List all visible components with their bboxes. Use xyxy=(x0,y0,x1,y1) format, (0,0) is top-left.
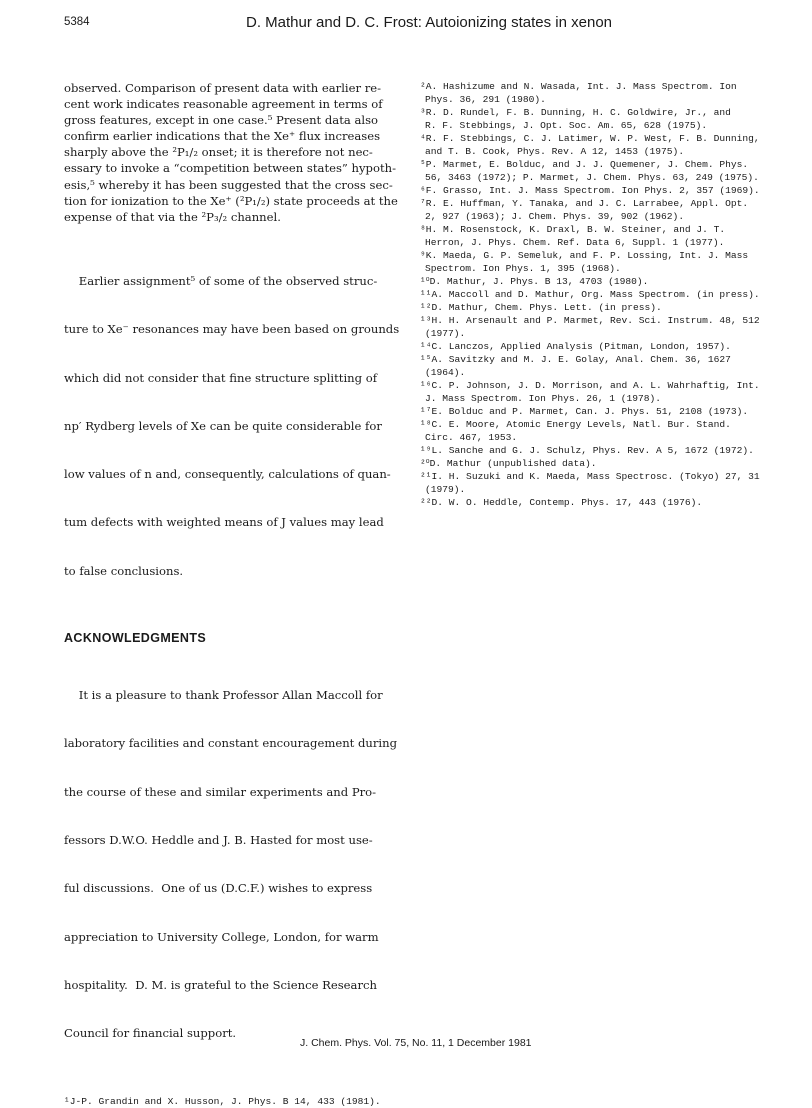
reference-line: ²⁰D. Mathur (unpublished data). xyxy=(420,458,597,469)
reference-line: ⁵P. Marmet, E. Bolduc, and J. J. Quemener, J. Chem. Phys. xyxy=(420,159,749,170)
reference-line: ²²D. W. O. Heddle, Contemp. Phys. 17, 443 (1976). xyxy=(420,497,703,508)
reference-line: ¹¹A. Maccoll and D. Mathur, Org. Mass Spectrom. (in press). xyxy=(420,289,760,300)
reference-line: (1979). xyxy=(425,484,466,495)
text-line: np′ Rydberg levels of Xe can be quite considerable for xyxy=(64,418,382,433)
text-line: Earlier assignment⁵ of some of the observed struc- xyxy=(64,274,378,289)
section-heading: ACKNOWLEDGMENTS xyxy=(64,631,207,645)
reference-item xyxy=(420,275,755,288)
text-line: gross features, except in one case.⁵ Present data also xyxy=(64,113,379,128)
reference-item xyxy=(420,249,755,275)
reference-line: ¹⁸C. E. Moore, Atomic Energy Levels, Natl. Bur. Stand. xyxy=(420,419,731,430)
reference-item xyxy=(420,314,760,340)
text-line: to false conclusions. xyxy=(64,563,184,578)
reference-line: ⁹K. Maeda, G. P. Semeluk, and F. P. Lossing, Int. J. Mass xyxy=(420,250,749,261)
page-number: 5384 xyxy=(64,16,90,28)
reference-line: ¹³H. H. Arsenault and P. Marmet, Rev. Sci. Instrum. 48, 512 xyxy=(420,315,760,326)
reference-item xyxy=(420,353,755,379)
reference-line: (1964). xyxy=(425,367,466,378)
reference-line: 2, 927 (1963); J. Chem. Phys. 39, 902 (1962). xyxy=(425,211,685,222)
text-line: esis,⁵ whereby it has been suggested that the cross sec- xyxy=(64,177,393,192)
reference-item xyxy=(420,340,755,353)
reference-line: ¹⁴C. Lanczos, Applied Analysis (Pitman, London, 1957). xyxy=(420,341,731,352)
reference-line: ¹⁰D. Mathur, J. Phys. B 13, 4703 (1980). xyxy=(420,276,649,287)
reference-item xyxy=(420,444,755,457)
reference-item xyxy=(420,197,755,223)
reference-item: ¹J-P. Grandin and X. Husson, J. Phys. B 14, 433 (1981). xyxy=(64,1096,381,1108)
reference-line: ⁷R. E. Huffman, Y. Tanaka, and J. C. Larrabee, Appl. Opt. xyxy=(420,198,749,209)
reference-line: ²¹I. H. Suzuki and K. Maeda, Mass Spectrosc. (Tokyo) 27, 31 xyxy=(420,471,760,482)
reference-item xyxy=(420,405,755,418)
text-line: laboratory facilities and constant encouragement during xyxy=(64,736,398,751)
journal-footer: J. Chem. Phys. Vol. 75, No. 11, 1 December 1981 xyxy=(300,1037,532,1049)
reference-line: Herron, J. Phys. Chem. Ref. Data 6, Suppl. 1 (1977). xyxy=(425,237,725,248)
text-line: ful discussions. One of us (D.C.F.) wishes to express xyxy=(64,881,373,896)
reference-line: Phys. 36, 291 (1980). xyxy=(425,94,546,105)
text-line: tum defects with weighted means of J values may lead xyxy=(64,515,384,530)
reference-line: ¹⁶C. P. Johnson, J. D. Morrison, and A. L. Wahrhaftig, Int. xyxy=(420,380,760,391)
reference-item xyxy=(420,106,755,132)
text-line: low values of n and, consequently, calculations of quan- xyxy=(64,467,391,482)
reference-item xyxy=(420,496,755,509)
running-head: D. Mathur and D. C. Frost: Autoionizing states in xenon xyxy=(246,14,613,31)
reference-line: ¹²D. Mathur, Chem. Phys. Lett. (in press). xyxy=(420,302,662,313)
reference-item xyxy=(420,457,755,470)
reference-line: (1977). xyxy=(425,328,466,339)
reference-item xyxy=(420,379,760,405)
text-line: hospitality. D. M. is grateful to the Science Research xyxy=(64,977,377,992)
reference-item xyxy=(420,418,755,444)
text-line: sharply above the ²P₁/₂ onset; it is therefore not nec- xyxy=(64,145,373,160)
reference-item xyxy=(420,158,759,184)
text-line: the course of these and similar experiments and Pro- xyxy=(64,784,377,799)
left-column xyxy=(64,80,400,1108)
reference-item xyxy=(420,223,755,249)
text-line: observed. Comparison of present data with earlier re- xyxy=(64,81,382,95)
body-paragraph xyxy=(64,655,398,1073)
text-line: confirm earlier indications that the Xe⁺ flux increases xyxy=(64,129,381,144)
reference-line: Spectrom. Ion Phys. 1, 395 (1968). xyxy=(425,263,621,274)
reference-line: ⁶F. Grasso, Int. J. Mass Spectrom. Ion Phys. 2, 357 (1969). xyxy=(420,185,760,196)
reference-line: ¹⁵A. Savitzky and M. J. E. Golay, Anal. Chem. 36, 1627 xyxy=(420,354,731,365)
reference-line: ⁸H. M. Rosenstock, K. Draxl, B. W. Steiner, and J. T. xyxy=(420,224,726,235)
body-paragraph xyxy=(64,241,400,611)
reference-item xyxy=(420,470,760,496)
text-line: Council for financial support. xyxy=(64,1026,237,1041)
reference-line: and T. B. Cook, Phys. Rev. A 12, 1453 (1975). xyxy=(425,146,685,157)
reference-line: J. Mass Spectrom. Ion Phys. 26, 1 (1978). xyxy=(425,393,662,404)
reference-item xyxy=(420,80,755,106)
text-line: which did not consider that fine structure splitting of xyxy=(64,370,377,385)
reference-line: ³R. D. Rundel, F. B. Dunning, H. C. Goldwire, Jr., and xyxy=(420,107,731,118)
reference-line: ¹⁷E. Bolduc and P. Marmet, Can. J. Phys. 51, 2108 (1973). xyxy=(420,406,749,417)
reference-item xyxy=(420,301,755,314)
reference-line: ⁴R. F. Stebbings, C. J. Latimer, W. P. West, F. B. Dunning, xyxy=(420,133,760,144)
page-header xyxy=(64,14,744,36)
reference-list xyxy=(420,80,760,509)
text-line: essary to invoke a “competition between states” hypoth- xyxy=(64,161,396,176)
text-line: tion for ionization to the Xe⁺ (²P₁/₂) state proceeds at the xyxy=(64,193,398,208)
reference-line: ¹⁹L. Sanche and G. J. Schulz, Phys. Rev. A 5, 1672 (1972). xyxy=(420,445,754,456)
body-paragraph xyxy=(64,80,398,225)
text-line: It is a pleasure to thank Professor Allan Maccoll for xyxy=(64,688,383,703)
reference-line: ²A. Hashizume and N. Wasada, Int. J. Mass Spectrom. Ion xyxy=(420,81,737,92)
reference-line: Circ. 467, 1953. xyxy=(425,432,518,443)
reference-item xyxy=(420,184,760,197)
reference-item xyxy=(420,132,760,158)
text-line: cent work indicates reasonable agreement in terms of xyxy=(64,97,383,112)
text-line: appreciation to University College, London, for warm xyxy=(64,929,379,944)
text-line: fessors D.W.O. Heddle and J. B. Hasted for most use- xyxy=(64,833,373,848)
text-line: ture to Xe⁻ resonances may have been based on grounds xyxy=(64,322,400,337)
reference-line: 56, 3463 (1972); P. Marmet, J. Chem. Phys. 63, 249 (1975). xyxy=(425,172,759,183)
reference-line: R. F. Stebbings, J. Opt. Soc. Am. 65, 628 (1975). xyxy=(425,120,708,131)
reference-item xyxy=(420,288,760,301)
text-line: expense of that via the ²P₃/₂ channel. xyxy=(64,209,281,224)
